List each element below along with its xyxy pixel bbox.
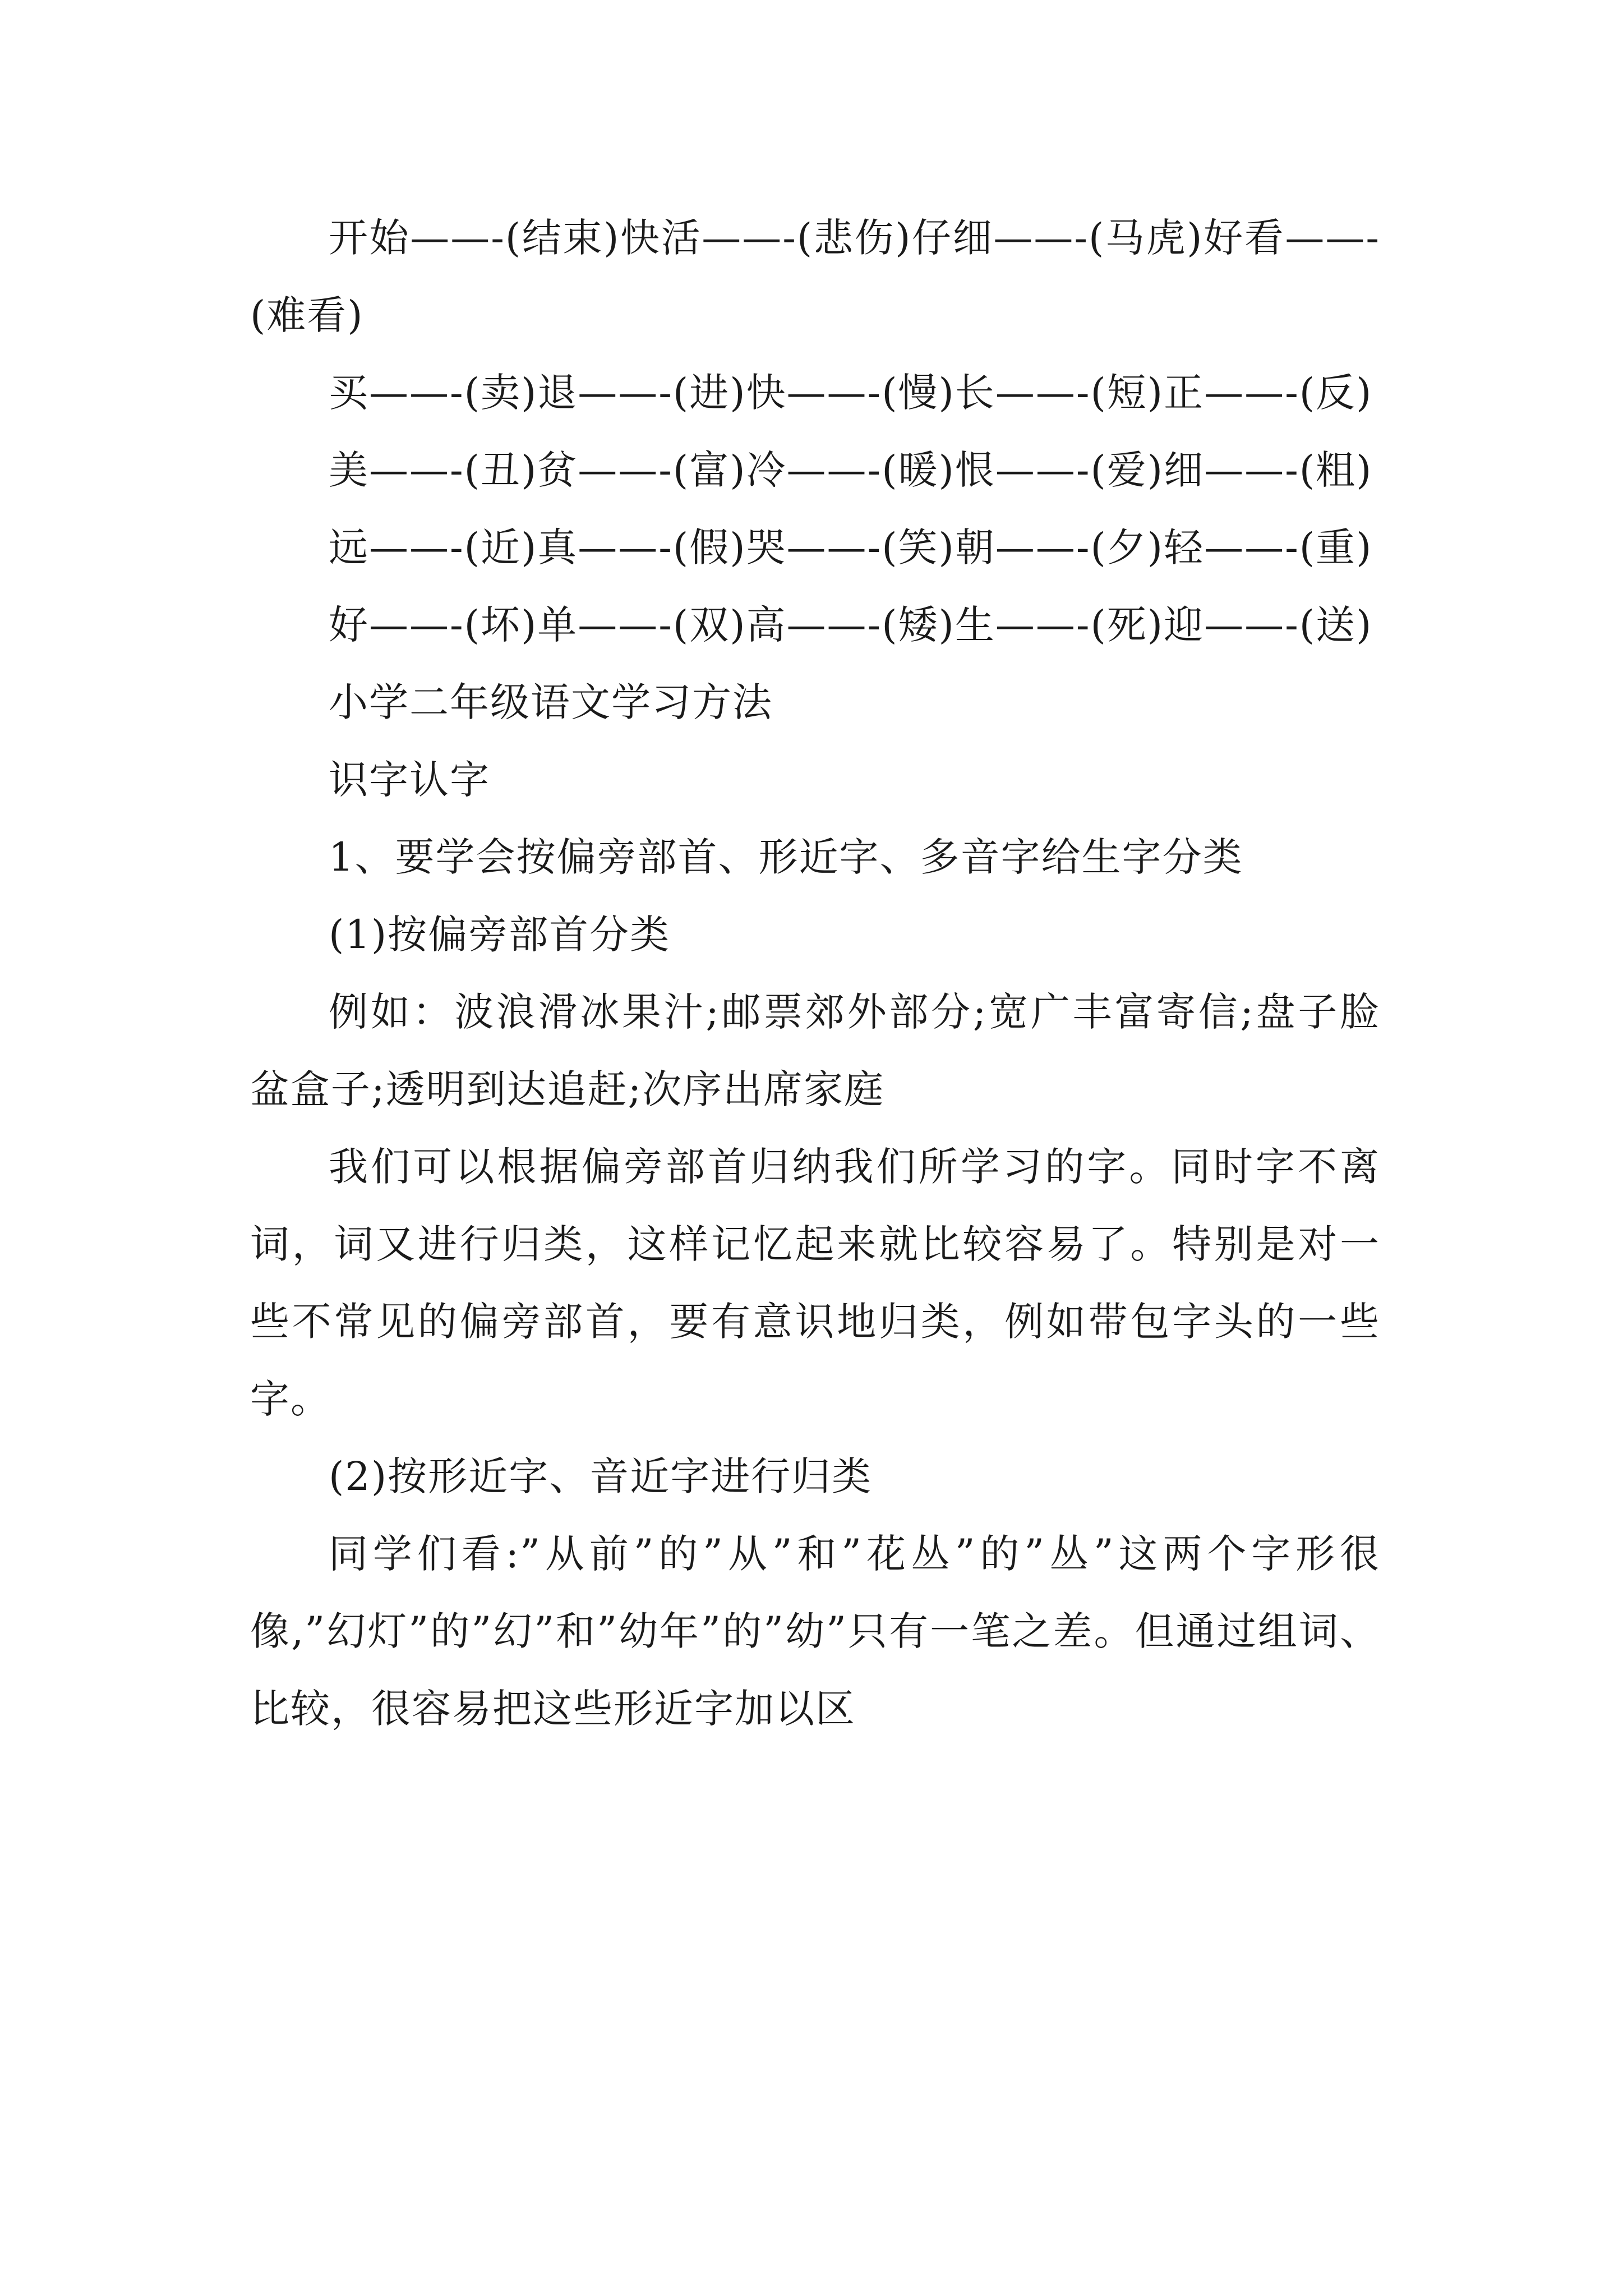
- antonym-line-2: 买——-(卖)退——-(进)快——-(慢)长——-(短)正——-(反): [329, 370, 1373, 416]
- subsection-heading: 识字认字: [329, 757, 490, 803]
- explanation-paragraph: 我们可以根据偏旁部首归纳我们所学习的字。同时字不离词，词又进行归类，这样记忆起来就比较容易了。特别是对一些不常见的偏旁部首，要有意识地归类，例如带包字头的一些字。: [250, 1144, 1380, 1422]
- document-body: [250, 199, 1380, 1747]
- method-point-1: 1、要学会按偏旁部首、形近字、多音字给生字分类: [329, 834, 1243, 880]
- antonym-line-3: 美——-(丑)贫——-(富)冷——-(暖)恨——-(爱)细——-(粗): [329, 447, 1373, 493]
- antonym-line-1: 开始——-(结束)快活——-(悲伤)仔细——-(马虎)好看——-(难看): [250, 215, 1380, 338]
- example-paragraph: 例如：波浪滑冰果汁;邮票郊外部分;宽广丰富寄信;盘子脸盆盒子;透明到达追赶;次序出席家庭: [250, 989, 1380, 1112]
- method-subpoint-2: (2)按形近字、音近字进行归类: [329, 1453, 873, 1499]
- antonym-line-4: 远——-(近)真——-(假)哭——-(笑)朝——-(夕)轻——-(重): [329, 524, 1373, 570]
- method-subpoint-1: (1)按偏旁部首分类: [329, 912, 671, 958]
- similar-characters-paragraph: 同学们看:”从前”的”从”和”花丛”的”丛”这两个字形很像,”幻灯”的”幻”和”幼年”的”幼”只有一笔之差。但通过组词、比较，很容易把这些形近字加以区: [250, 1531, 1380, 1732]
- section-heading: 小学二年级语文学习方法: [329, 679, 773, 725]
- antonym-line-5: 好——-(坏)单——-(双)高——-(矮)生——-(死)迎——-(送): [329, 602, 1373, 648]
